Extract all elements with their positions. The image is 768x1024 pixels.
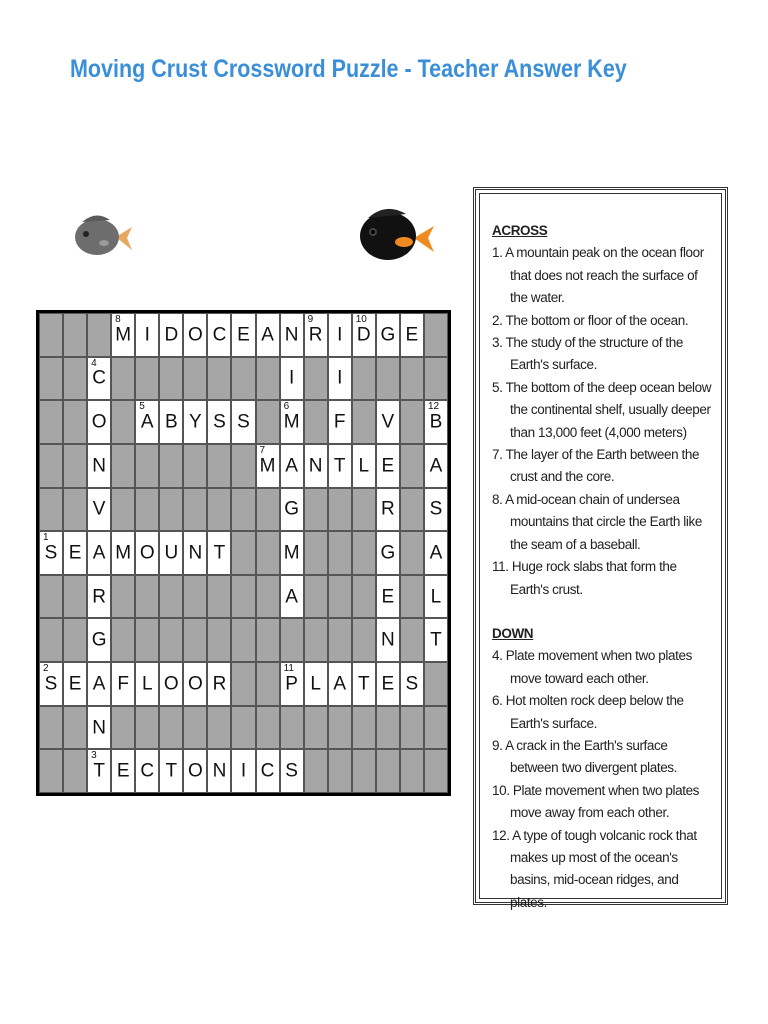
cell-letter: M bbox=[115, 542, 132, 564]
cell-letter: I bbox=[288, 367, 295, 389]
grid-cell-5-2 bbox=[87, 531, 111, 575]
cell-letter: A bbox=[261, 324, 274, 346]
grid-block bbox=[256, 357, 280, 401]
grid-block bbox=[256, 662, 280, 706]
grid-cell-5-10 bbox=[280, 531, 304, 575]
grid-cell-5-5 bbox=[159, 531, 183, 575]
down-heading: DOWN bbox=[492, 625, 534, 641]
grid-block bbox=[159, 357, 183, 401]
cell-letter: E bbox=[381, 455, 395, 477]
grid-block bbox=[280, 706, 304, 750]
grid-block bbox=[400, 706, 424, 750]
grid-cell-10-4 bbox=[135, 749, 159, 793]
grid-block bbox=[231, 575, 255, 619]
down-clue-10: 10. Plate movement when two plates move away from each other. bbox=[492, 782, 700, 821]
grid-block bbox=[111, 575, 135, 619]
grid-cell-8-2 bbox=[87, 662, 111, 706]
grid-block bbox=[159, 706, 183, 750]
grid-block bbox=[352, 400, 376, 444]
grid-block bbox=[39, 618, 63, 662]
cell-letter: E bbox=[116, 760, 130, 782]
cell-letter: L bbox=[310, 673, 321, 695]
grid-block bbox=[207, 357, 231, 401]
grid-block bbox=[400, 618, 424, 662]
grid-block bbox=[111, 706, 135, 750]
grid-cell-9-2 bbox=[87, 706, 111, 750]
cell-letter: E bbox=[68, 673, 82, 695]
cell-letter: O bbox=[187, 673, 203, 695]
cell-letter: O bbox=[187, 324, 203, 346]
grid-block bbox=[328, 749, 352, 793]
cell-letter: R bbox=[308, 324, 323, 346]
cell-letter: N bbox=[284, 324, 299, 346]
cell-letter: I bbox=[337, 324, 343, 346]
grid-block bbox=[400, 444, 424, 488]
clues-panel bbox=[473, 187, 728, 910]
cell-letter: G bbox=[380, 324, 396, 346]
grid-block bbox=[39, 313, 63, 357]
grid-cell-10-9 bbox=[256, 749, 280, 793]
grid-cell-8-14 bbox=[376, 662, 400, 706]
grid-cell-3-9 bbox=[256, 444, 280, 488]
grid-cell-0-12 bbox=[328, 313, 352, 357]
cell-letter: A bbox=[140, 411, 154, 433]
cell-letter: S bbox=[44, 542, 58, 564]
grid-block bbox=[159, 444, 183, 488]
cell-letter: S bbox=[44, 673, 58, 695]
clue-number: 6 bbox=[283, 401, 290, 413]
grid-block bbox=[231, 357, 255, 401]
grid-block bbox=[352, 706, 376, 750]
grid-block bbox=[352, 618, 376, 662]
down-clue-9: 9. A crack in the Earth's surface between two divergent plates. bbox=[492, 737, 678, 776]
grid-block bbox=[183, 444, 207, 488]
grid-cell-10-10 bbox=[280, 749, 304, 793]
grid-block bbox=[376, 749, 400, 793]
grid-block bbox=[135, 488, 159, 532]
grid-block bbox=[231, 706, 255, 750]
cell-letter: E bbox=[237, 324, 250, 346]
grid-cell-10-7 bbox=[207, 749, 231, 793]
grid-cell-1-2 bbox=[87, 357, 111, 401]
cell-letter: F bbox=[117, 673, 129, 695]
grid-block bbox=[376, 357, 400, 401]
cell-letter: O bbox=[163, 673, 179, 695]
grid-block bbox=[400, 488, 424, 532]
grid-block bbox=[39, 488, 63, 532]
grid-cell-8-6 bbox=[183, 662, 207, 706]
grid-cell-5-7 bbox=[207, 531, 231, 575]
grid-block bbox=[400, 575, 424, 619]
grid-block bbox=[352, 488, 376, 532]
down-clue-6: 6. Hot molten rock deep below the Earth's surface. bbox=[492, 693, 684, 731]
page-title: Moving Crust Crossword Puzzle - Teacher Answer Key bbox=[70, 55, 627, 83]
grid-cell-2-6 bbox=[183, 400, 207, 444]
grid-block bbox=[183, 575, 207, 619]
clue-number: 7 bbox=[259, 444, 266, 456]
grid-cell-2-12 bbox=[328, 400, 352, 444]
grid-cell-3-12 bbox=[328, 444, 352, 488]
grid-cell-8-12 bbox=[328, 662, 352, 706]
grid-cell-1-10 bbox=[280, 357, 304, 401]
clue-number: 5 bbox=[139, 401, 145, 413]
grid-cell-2-4 bbox=[135, 400, 159, 444]
grid-cell-5-6 bbox=[183, 531, 207, 575]
grid-cell-5-16 bbox=[424, 531, 448, 575]
grid-cell-5-3 bbox=[111, 531, 135, 575]
cell-letter: T bbox=[165, 760, 178, 782]
grid-block bbox=[159, 575, 183, 619]
grid-block bbox=[135, 618, 159, 662]
grid-block bbox=[352, 749, 376, 793]
cell-letter: F bbox=[333, 411, 346, 433]
cell-letter: T bbox=[430, 629, 442, 651]
grid-block bbox=[135, 444, 159, 488]
grid-cell-10-5 bbox=[159, 749, 183, 793]
grid-cell-6-2 bbox=[87, 575, 111, 619]
grid-block bbox=[256, 575, 280, 619]
cell-letter: T bbox=[357, 673, 370, 695]
grid-cell-7-2 bbox=[87, 618, 111, 662]
grid-block bbox=[39, 575, 63, 619]
grid-block bbox=[424, 313, 448, 357]
grid-block bbox=[231, 488, 255, 532]
grid-block bbox=[207, 488, 231, 532]
cell-letter: S bbox=[429, 498, 443, 520]
grid-cell-7-16 bbox=[424, 618, 448, 662]
grid-cell-2-5 bbox=[159, 400, 183, 444]
grid-block bbox=[87, 313, 111, 357]
grid-cell-4-14 bbox=[376, 488, 400, 532]
grid-cell-5-14 bbox=[376, 531, 400, 575]
grid-block bbox=[63, 488, 87, 532]
cell-letter: T bbox=[213, 542, 226, 564]
grid-cell-2-16 bbox=[424, 400, 448, 444]
grid-block bbox=[400, 531, 424, 575]
grid-cell-1-12 bbox=[328, 357, 352, 401]
cell-letter: N bbox=[188, 542, 203, 564]
cell-letter: M bbox=[283, 411, 300, 433]
clue-number: 11 bbox=[283, 663, 294, 675]
cell-letter: C bbox=[140, 760, 155, 782]
grid-cell-10-6 bbox=[183, 749, 207, 793]
cell-letter: V bbox=[92, 498, 106, 520]
grid-cell-3-10 bbox=[280, 444, 304, 488]
grid-block bbox=[159, 618, 183, 662]
grid-cell-8-11 bbox=[304, 662, 328, 706]
grid-cell-5-0 bbox=[39, 531, 63, 575]
grid-cell-10-3 bbox=[111, 749, 135, 793]
grid-block bbox=[280, 618, 304, 662]
clue-number: 12 bbox=[427, 401, 440, 413]
grid-block bbox=[256, 488, 280, 532]
grid-cell-2-10 bbox=[280, 400, 304, 444]
cell-letter: M bbox=[283, 542, 300, 564]
cell-letter: G bbox=[380, 542, 396, 564]
cell-letter: U bbox=[164, 542, 179, 564]
cell-letter: C bbox=[92, 367, 106, 389]
grid-block bbox=[207, 575, 231, 619]
grid-block bbox=[39, 706, 63, 750]
clue-number: 3 bbox=[91, 750, 97, 762]
grid-cell-3-14 bbox=[376, 444, 400, 488]
grid-block bbox=[111, 444, 135, 488]
grid-cell-0-11 bbox=[304, 313, 328, 357]
across-clue-3: 3. The study of the structure of the Earth's surface. bbox=[492, 335, 683, 373]
grid-cell-4-2 bbox=[87, 488, 111, 532]
cell-letter: M bbox=[115, 324, 132, 346]
grid-block bbox=[231, 531, 255, 575]
grid-cell-0-7 bbox=[207, 313, 231, 357]
grid-block bbox=[183, 706, 207, 750]
grid-cell-0-5 bbox=[159, 313, 183, 357]
grid-block bbox=[111, 400, 135, 444]
grid-cell-2-7 bbox=[207, 400, 231, 444]
grid-cell-0-15 bbox=[400, 313, 424, 357]
cell-letter: N bbox=[92, 455, 106, 477]
grid-block bbox=[256, 618, 280, 662]
grid-block bbox=[39, 444, 63, 488]
grid-block bbox=[400, 357, 424, 401]
grid-cell-0-6 bbox=[183, 313, 207, 357]
cell-letter: A bbox=[333, 673, 347, 695]
grid-block bbox=[304, 618, 328, 662]
grid-block bbox=[63, 618, 87, 662]
grid-block bbox=[304, 488, 328, 532]
grid-block bbox=[304, 357, 328, 401]
grid-block bbox=[63, 313, 87, 357]
grid-block bbox=[63, 400, 87, 444]
across-clue-11: 11. Huge rock slabs that form the Earth's crust. bbox=[492, 559, 677, 597]
grid-block bbox=[63, 706, 87, 750]
cell-letter: Y bbox=[189, 411, 202, 433]
grid-block bbox=[135, 575, 159, 619]
grid-cell-6-14 bbox=[376, 575, 400, 619]
cell-letter: C bbox=[260, 760, 275, 782]
grid-cell-8-0 bbox=[39, 662, 63, 706]
cell-letter: B bbox=[429, 411, 443, 433]
grid-block bbox=[183, 618, 207, 662]
cell-letter: D bbox=[164, 324, 179, 346]
grid-cell-3-11 bbox=[304, 444, 328, 488]
across-clue-5: 5. The bottom of the deep ocean below the continental shelf, usually deeper than 13,000 feet (4,000 meters) bbox=[492, 379, 712, 440]
grid-cell-0-9 bbox=[256, 313, 280, 357]
cell-letter: L bbox=[430, 586, 442, 608]
grid-block bbox=[111, 488, 135, 532]
grid-block bbox=[231, 444, 255, 488]
cell-letter: E bbox=[381, 673, 395, 695]
down-clue-12: 12. A type of tough volcanic rock that makes up most of the ocean's basins, mid-ocean ridges, and plates. bbox=[492, 827, 697, 910]
cell-letter: G bbox=[91, 629, 107, 651]
grid-block bbox=[183, 357, 207, 401]
clue-number: 2 bbox=[43, 663, 49, 675]
grid-cell-10-2 bbox=[87, 749, 111, 793]
cell-letter: N bbox=[92, 717, 106, 739]
grid-block bbox=[304, 575, 328, 619]
across-clue-7: 7. The layer of the Earth between the crust and the core. bbox=[492, 447, 700, 485]
grid-cell-3-16 bbox=[424, 444, 448, 488]
cell-letter: S bbox=[213, 411, 226, 433]
grid-block bbox=[328, 575, 352, 619]
grid-cell-0-13 bbox=[352, 313, 376, 357]
grid-cell-4-16 bbox=[424, 488, 448, 532]
grid-block bbox=[39, 749, 63, 793]
cell-letter: D bbox=[356, 324, 371, 346]
grid-block bbox=[111, 618, 135, 662]
cell-letter: C bbox=[212, 324, 227, 346]
crossword-grid bbox=[36, 310, 451, 796]
grid-cell-2-2 bbox=[87, 400, 111, 444]
black-fish-icon bbox=[356, 200, 436, 272]
cell-letter: I bbox=[240, 760, 247, 782]
cell-letter: A bbox=[285, 455, 298, 477]
grid-cell-8-15 bbox=[400, 662, 424, 706]
grid-cell-4-10 bbox=[280, 488, 304, 532]
grid-cell-5-4 bbox=[135, 531, 159, 575]
grid-cell-0-8 bbox=[231, 313, 255, 357]
grid-cell-8-1 bbox=[63, 662, 87, 706]
grid-block bbox=[352, 575, 376, 619]
clue-number: 8 bbox=[115, 314, 121, 325]
grid-block bbox=[400, 749, 424, 793]
grid-block bbox=[304, 531, 328, 575]
grid-cell-8-13 bbox=[352, 662, 376, 706]
grid-block bbox=[424, 662, 448, 706]
grid-block bbox=[207, 618, 231, 662]
grid-block bbox=[304, 400, 328, 444]
grid-cell-6-16 bbox=[424, 575, 448, 619]
clue-number: 9 bbox=[307, 314, 314, 325]
grid-block bbox=[352, 357, 376, 401]
grid-block bbox=[135, 357, 159, 401]
grid-cell-0-4 bbox=[135, 313, 159, 357]
grid-cell-8-4 bbox=[135, 662, 159, 706]
across-heading: ACROSS bbox=[492, 223, 548, 238]
grid-cell-8-7 bbox=[207, 662, 231, 706]
grid-block bbox=[231, 618, 255, 662]
grid-cell-8-10 bbox=[280, 662, 304, 706]
grid-block bbox=[39, 357, 63, 401]
cell-letter: B bbox=[164, 411, 178, 433]
grid-cell-8-5 bbox=[159, 662, 183, 706]
grid-cell-0-10 bbox=[280, 313, 304, 357]
cell-letter: N bbox=[308, 455, 323, 477]
cell-letter: R bbox=[380, 498, 395, 520]
cell-letter: E bbox=[405, 324, 419, 346]
cell-letter: I bbox=[144, 324, 150, 346]
grid-block bbox=[159, 488, 183, 532]
grid-block bbox=[63, 357, 87, 401]
grid-block bbox=[39, 400, 63, 444]
across-clue-8: 8. A mid-ocean chain of undersea mountains that circle the Earth like the seam of a baseball. bbox=[492, 491, 702, 552]
cell-letter: A bbox=[429, 455, 443, 477]
grid-block bbox=[231, 662, 255, 706]
grid-block bbox=[63, 749, 87, 793]
grid-cell-8-3 bbox=[111, 662, 135, 706]
cell-letter: O bbox=[91, 411, 107, 433]
cell-letter: S bbox=[405, 673, 419, 695]
cell-letter: M bbox=[259, 455, 276, 477]
grid-block bbox=[424, 749, 448, 793]
grid-block bbox=[256, 400, 280, 444]
cell-letter: E bbox=[68, 542, 82, 564]
grid-block bbox=[207, 444, 231, 488]
grid-cell-7-14 bbox=[376, 618, 400, 662]
grid-block bbox=[304, 706, 328, 750]
cell-letter: T bbox=[93, 760, 105, 782]
across-clue-2: 2. The bottom or floor of the ocean. bbox=[492, 312, 689, 328]
clue-number: 1 bbox=[43, 532, 49, 544]
grid-block bbox=[424, 706, 448, 750]
cell-letter: L bbox=[141, 673, 153, 695]
grid-cell-0-3 bbox=[111, 313, 135, 357]
cell-letter: A bbox=[92, 542, 106, 564]
clue-number: 4 bbox=[91, 357, 97, 369]
grid-block bbox=[328, 706, 352, 750]
grid-block bbox=[207, 706, 231, 750]
cell-letter: R bbox=[212, 673, 227, 695]
grid-block bbox=[135, 706, 159, 750]
grid-block bbox=[328, 488, 352, 532]
cell-letter: O bbox=[187, 760, 203, 782]
cell-letter: T bbox=[333, 455, 346, 477]
grid-block bbox=[63, 575, 87, 619]
cell-letter: O bbox=[139, 542, 155, 564]
grid-block bbox=[183, 488, 207, 532]
grid-cell-10-8 bbox=[231, 749, 255, 793]
grid-block bbox=[111, 357, 135, 401]
cell-letter: E bbox=[381, 586, 395, 608]
across-clue-1: 1. A mountain peak on the ocean floor that does not reach the surface of the water. bbox=[492, 245, 704, 306]
cell-letter: V bbox=[381, 411, 395, 433]
cell-letter: L bbox=[358, 455, 370, 477]
cell-letter: N bbox=[380, 629, 395, 651]
grid-cell-2-14 bbox=[376, 400, 400, 444]
cell-letter: A bbox=[92, 673, 106, 695]
cell-letter: N bbox=[212, 760, 227, 782]
grid-cell-3-13 bbox=[352, 444, 376, 488]
cell-letter: P bbox=[285, 673, 298, 695]
grid-cell-3-2 bbox=[87, 444, 111, 488]
cell-letter: I bbox=[337, 367, 343, 389]
grid-block bbox=[376, 706, 400, 750]
grid-cell-6-10 bbox=[280, 575, 304, 619]
grid-block bbox=[328, 618, 352, 662]
cell-letter: A bbox=[285, 586, 298, 608]
down-clue-4: 4. Plate movement when two plates move toward each other. bbox=[492, 648, 692, 686]
grid-cell-5-1 bbox=[63, 531, 87, 575]
grid-block bbox=[352, 531, 376, 575]
grid-block bbox=[424, 357, 448, 401]
grid-block bbox=[304, 749, 328, 793]
grid-cell-0-14 bbox=[376, 313, 400, 357]
clue-number: 10 bbox=[355, 314, 367, 325]
grid-block bbox=[400, 400, 424, 444]
grid-block bbox=[256, 531, 280, 575]
cell-letter: A bbox=[429, 542, 443, 564]
cell-letter: R bbox=[92, 586, 106, 608]
cell-letter: G bbox=[284, 498, 299, 520]
gray-fish-icon bbox=[72, 210, 134, 265]
grid-block bbox=[328, 531, 352, 575]
grid-block bbox=[63, 444, 87, 488]
cell-letter: S bbox=[237, 411, 250, 433]
cell-letter: S bbox=[285, 760, 298, 782]
grid-block bbox=[256, 706, 280, 750]
grid-cell-2-8 bbox=[231, 400, 255, 444]
